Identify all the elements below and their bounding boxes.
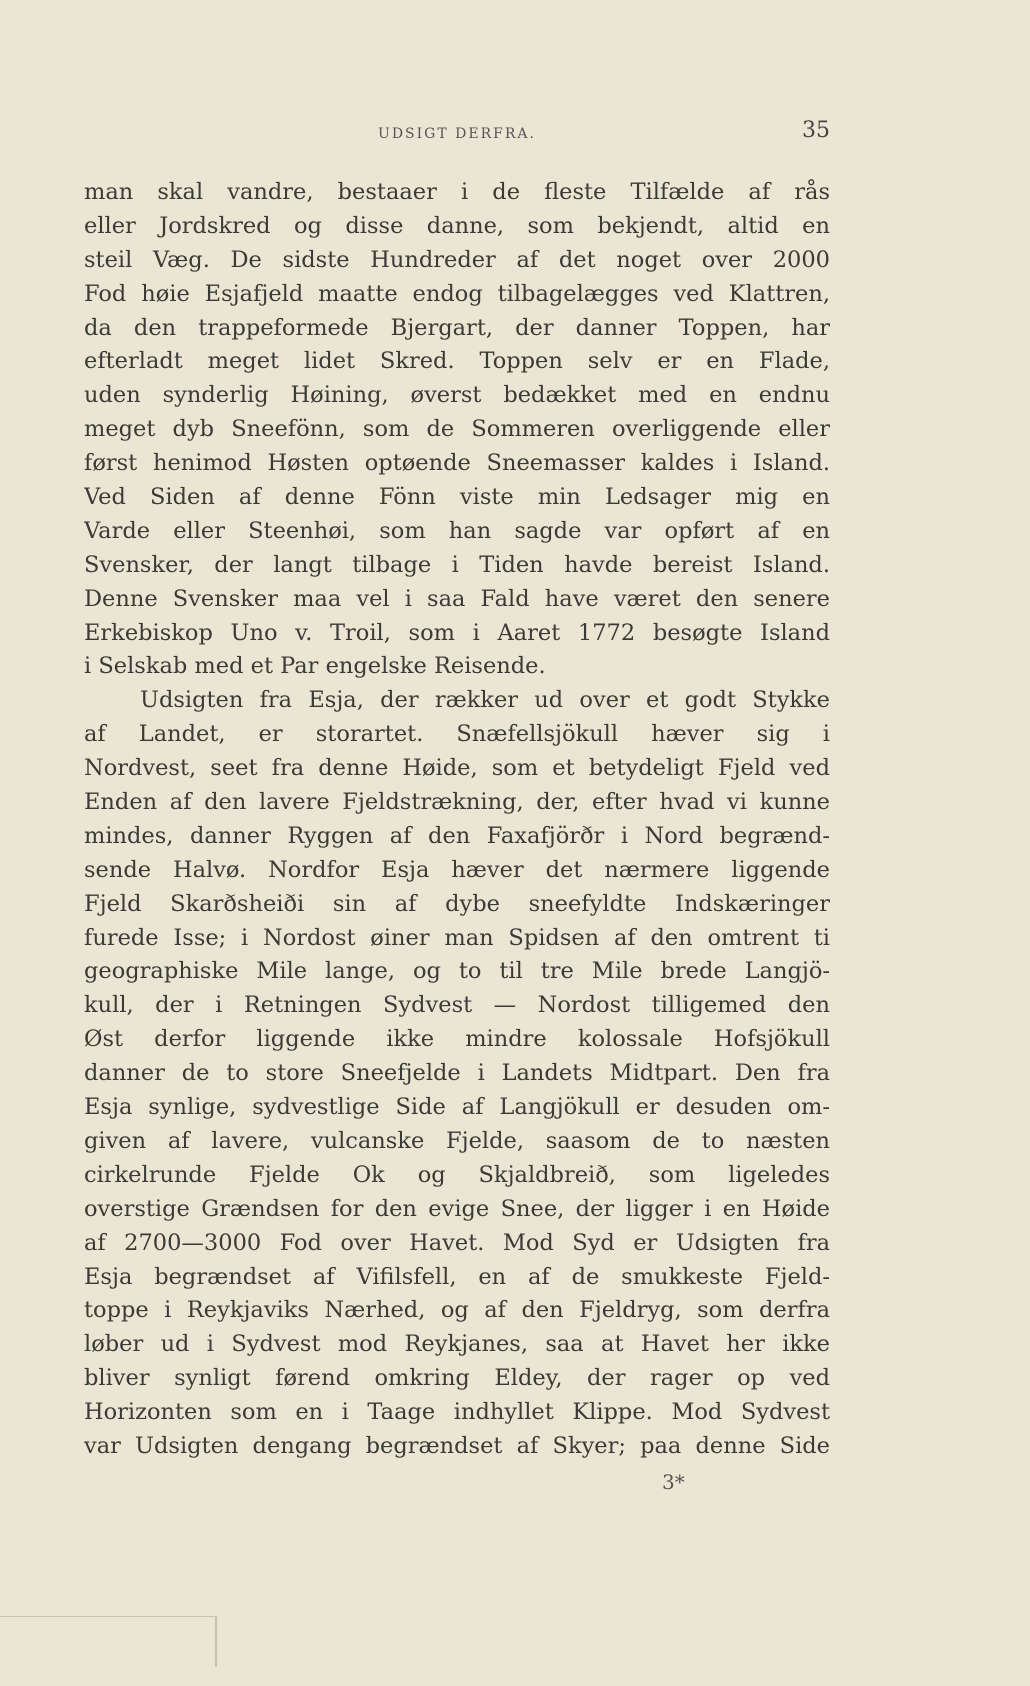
text-line: toppe i Reykjaviks Nærhed, og af den Fjeldryg, som derfra — [84, 1297, 830, 1324]
text-line: Esja synlige, sydvestlige Side af Langjökull er desuden om- — [84, 1094, 830, 1121]
text-line: man skal vandre, bestaaer i de fleste Tilfælde af rås — [84, 179, 830, 205]
text-line: cirkelrunde Fjelde Ok og Skjaldbreið, som ligeledes — [84, 1161, 830, 1188]
text-line: sende Halvø. Nordfor Esja hæver det nærmere liggende — [84, 856, 830, 883]
text-line: given af lavere, vulcanske Fjelde, saasom de to næsten — [84, 1127, 830, 1154]
text-line: furede Isse; i Nordost øiner man Spidsen af den omtrent ti — [84, 924, 830, 951]
page-number: 35 — [802, 118, 830, 143]
text-line: Udsigten fra Esja, der rækker ud over et godt Stykke — [140, 687, 830, 714]
text-line: Svensker, der langt tilbage i Tiden havde bereist Island. — [84, 551, 830, 578]
text-line: kull, der i Retningen Sydvest — Nordost tilligemed den — [84, 992, 830, 1019]
text-line: Fjeld Skarðsheiði sin af dybe sneefyldte Indskæringer — [84, 890, 830, 917]
text-line: Denne Svensker maa vel i saa Fald have været den senere — [84, 585, 830, 612]
text-line: steil Væg. De sidste Hundreder af det noget over 2000 — [84, 246, 830, 273]
text-line: Fod høie Esjafjeld maatte endog tilbagelægges ved Klattren, — [84, 280, 830, 307]
body-text — [84, 176, 830, 1464]
text-line: Enden af den lavere Fjeldstrækning, der, efter hvad vi kunne — [84, 789, 830, 816]
page-header — [84, 118, 830, 148]
text-line: danner de to store Sneefjelde i Landets Midtpart. Den fra — [84, 1060, 830, 1087]
text-line: Varde eller Steenhøi, som han sagde var opført af en — [84, 517, 830, 544]
text-line: Nordvest, seet fra denne Høide, som et betydeligt Fjeld ved — [84, 755, 830, 782]
text-line: Øst derfor liggende ikke mindre kolossale Hofsjökull — [84, 1026, 830, 1053]
text-line: i Selskab med et Par engelske Reisende. — [84, 653, 546, 680]
text-line: uden synderlig Høining, øverst bedækket med en endnu — [84, 382, 830, 409]
text-line: overstige Grændsen for den evige Snee, der ligger i en Høide — [84, 1195, 830, 1222]
text-line: var Udsigten dengang begrændset af Skyer; paa denne Side — [84, 1432, 830, 1459]
text-line: efterladt meget lidet Skred. Toppen selv er en Flade, — [84, 348, 830, 375]
scan-margin-line — [0, 1616, 217, 1667]
text-line: bliver synligt førend omkring Eldey, der rager op ved — [84, 1365, 830, 1392]
text-line: først henimod Høsten optøende Sneemasser kaldes i Island. — [84, 450, 830, 477]
text-line: af 2700—3000 Fod over Havet. Mod Syd er Udsigten fra — [84, 1229, 830, 1256]
text-line: da den trappeformede Bjergart, der danner Toppen, har — [84, 314, 830, 341]
text-line: løber ud i Sydvest mod Reykjanes, saa at Havet her ikke — [84, 1331, 830, 1358]
text-line: meget dyb Sneefönn, som de Sommeren overliggende eller — [84, 416, 830, 443]
text-line: Erkebiskop Uno v. Troil, som i Aaret 1772 besøgte Island — [84, 619, 830, 646]
signature-mark: 3* — [662, 1470, 685, 1494]
text-line: eller Jordskred og disse danne, som bekjendt, altid en — [84, 212, 830, 239]
text-line: Horizonten som en i Taage indhyllet Klippe. Mod Sydvest — [84, 1399, 830, 1426]
text-line: geographiske Mile lange, og to til tre Mile brede Langjö- — [84, 958, 830, 985]
text-line: Esja begrændset af Vifilsfell, en af de smukkeste Fjeld- — [84, 1263, 830, 1290]
text-line: af Landet, er storartet. Snæfellsjökull hæver sig i — [84, 721, 830, 748]
running-head: UDSIGT DERFRA. — [378, 126, 536, 142]
text-line: Ved Siden af denne Fönn viste min Ledsager mig en — [84, 484, 830, 511]
text-line: mindes, danner Ryggen af den Faxafjörðr i Nord begrænd- — [84, 822, 830, 849]
